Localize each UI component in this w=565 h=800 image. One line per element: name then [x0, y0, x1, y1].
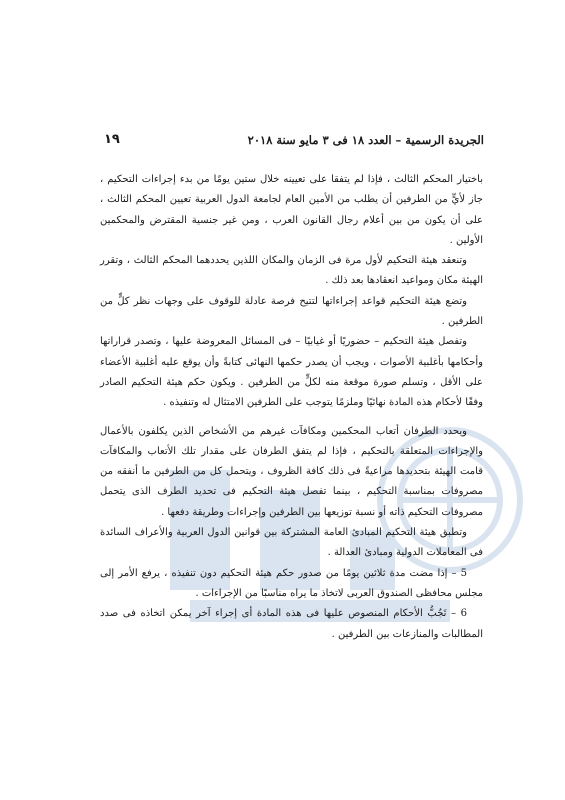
- paragraph: وتضع هيئة التحكيم قواعد إجراءاتها لتتيح فرصة عادلة للوقوف على وجهات نظر كلٍّ من الطرفين .: [100, 295, 483, 328]
- page-number: ١٩: [104, 132, 120, 147]
- paragraph: وتفصل هيئة التحكيم – حضوريًا أو غيابيًا – فى المسائل المعروضة عليها ، وتصدر قراراتها وأحكامها بأغلبية الأصوات ، ويجب أن يصدر حكمها النهائى كتابةً وأن يوقع عليه أغلبية الأعضاء على الأقل ، وتسلم صورة موقعة منه لكلٍّ من الطرفين . ويكون حكم هيئة التحكيم الصادر وفقًا لأحكام هذه المادة نهائيًا وملزمًا يتوجب على الطرفين الامتثال له وتنفيذه .: [100, 336, 483, 409]
- paragraph: وتنعقد هيئة التحكيم لأول مرة فى الزمان والمكان اللذين يحددهما المحكم الثالث ، وتقرر الهيئة مكان ومواعيد انعقادها بعد ذلك .: [100, 255, 483, 287]
- paragraph: 5 – إذا مضت مدة ثلاثين يومًا من صدور حكم هيئة التحكيم دون تنفيذه ، يرفع الأمر إلى مجلس محافظى الصندوق العربى لاتخاذ ما يراه مناسبًا من الإجراءات .: [100, 567, 483, 599]
- paragraph: ويحدد الطرفان أتعاب المحكمين ومكافآت غيرهم من الأشخاص الذين يكلفون بالأعمال والإجراءات المتعلقة بالتحكيم ، فإذا لم يتفق الطرفان على مقدار تلك الأتعاب والمكافآت قامت الهيئة بتحديدها مراعيةً فى ذلك كافة الظروف ، ويتحمل كل من الطرفين ما أنفقه من مصروفات بمناسبة التحكيم ، بينما تفصل هيئة التحكيم فى تحديد الطرف الذى يتحمل مصروفات التحكيم ذاته أو نسبة توزيعها بين الطرفين وإجراءات وطريقة دفعها .: [100, 425, 483, 518]
- paragraph: وتطبق هيئة التحكيم المبادئ العامة المشتركة بين قوانين الدول العربية والأعراف السائدة فى المعاملات الدولية ومبادئ العدالة .: [100, 527, 483, 559]
- document-body: [100, 170, 483, 645]
- paragraph: باختيار المحكم الثالث ، فإذا لم يتفقا على تعيينه خلال ستين يومًا من بدء إجراءات التحكيم ، جاز لأيٍّ من الطرفين أن يطلب من الأمين العام لجامعة الدول العربية تعيين المحكم الثالث ، على أن يكون من بين أعلام رجال القانون العرب ، ومن غير جنسية المقترض والمحكمين الأولين .: [100, 174, 483, 246]
- paragraph: 6 – تَجُبُّ الأحكام المنصوص عليها فى هذه المادة أى إجراء آخر يمكن اتخاذه فى صدد المطالبات والمنازعات بين الطرفين .: [100, 608, 483, 640]
- gazette-title: الجريدة الرسمية – العدد ١٨ فى ٣ مايو سنة ٢٠١٨: [247, 133, 484, 147]
- page-header: [104, 133, 484, 157]
